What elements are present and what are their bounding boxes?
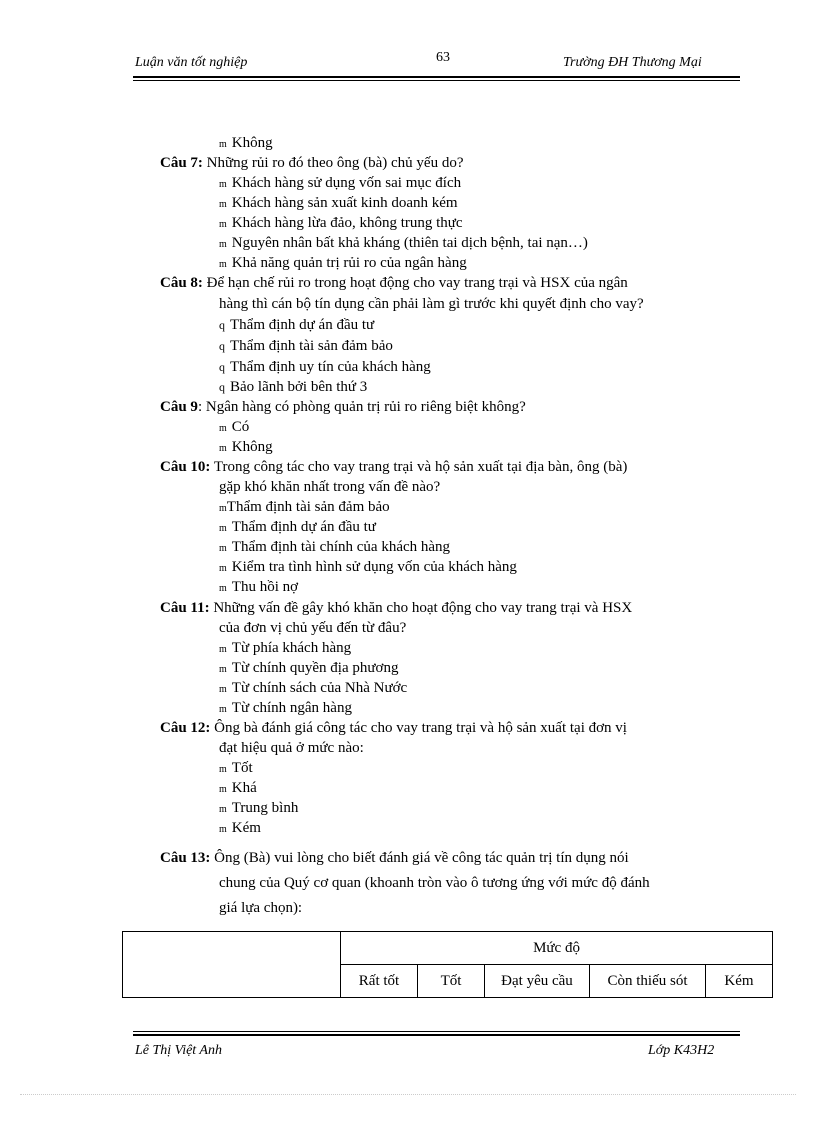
- column-header: Rất tốt: [341, 965, 418, 998]
- option-line: m Khá: [219, 780, 257, 796]
- table-group-header: Mức độ: [341, 932, 773, 965]
- option-line: q Bảo lãnh bởi bên thứ 3: [219, 379, 368, 395]
- question-13-continued: giá lựa chọn):: [219, 900, 303, 916]
- question-13-continued: chung của Quý cơ quan (khoanh tròn vào ô tương ứng với mức độ đánh: [219, 875, 650, 891]
- footer-class: Lớp K43H2: [648, 1043, 715, 1058]
- option-line: m Có: [219, 419, 250, 435]
- option-line: q Thẩm định dự án đầu tư: [219, 317, 375, 333]
- question-10-continued: gặp khó khăn nhất trong vấn đề nào?: [219, 479, 441, 495]
- option-line: m Khách hàng lừa đảo, không trung thực: [219, 215, 463, 231]
- page-number: 63: [436, 50, 450, 65]
- option-line: m Nguyên nhân bất khả kháng (thiên tai dịch bệnh, tai nạn…): [219, 235, 588, 251]
- question-12-continued: đạt hiệu quả ở mức nào:: [219, 740, 364, 756]
- option-line: mThẩm định tài sản đảm bảo: [219, 499, 390, 515]
- option-line: m Khả năng quản trị rủi ro của ngân hàng: [219, 255, 467, 271]
- header-university: Trường ĐH Thương Mại: [563, 55, 702, 70]
- option-line: m Thu hồi nợ: [219, 579, 299, 595]
- option-line: m Không: [219, 135, 273, 151]
- option-line: q Thẩm định uy tín của khách hàng: [219, 359, 431, 375]
- footer-rule-thin: [133, 1031, 740, 1032]
- option-line: m Thẩm định tài chính của khách hàng: [219, 539, 451, 555]
- option-line: m Từ phía khách hàng: [219, 640, 352, 656]
- header-rule-thick: [133, 76, 740, 78]
- option-line: m Từ chính ngân hàng: [219, 700, 352, 716]
- option-line: m Kiểm tra tình hình sử dụng vốn của khách hàng: [219, 559, 517, 575]
- option-line: m Từ chính quyền địa phương: [219, 660, 399, 676]
- question-10: Câu 10: Trong công tác cho vay trang trại và hộ sản xuất tại địa bàn, ông (bà): [160, 459, 628, 475]
- option-line: m Khách hàng sử dụng vốn sai mục đích: [219, 175, 462, 191]
- option-line: m Trung bình: [219, 800, 299, 816]
- question-8-continued: hàng thì cán bộ tín dụng cần phải làm gì trước khi quyết định cho vay?: [219, 296, 644, 312]
- option-line: m Tốt: [219, 760, 253, 776]
- rating-table: [122, 931, 773, 998]
- column-header: Tốt: [418, 965, 485, 998]
- option-line: m Thẩm định dự án đầu tư: [219, 519, 376, 535]
- column-header: Kém: [706, 965, 773, 998]
- page-bottom-divider: [20, 1094, 796, 1095]
- question-11: Câu 11: Những vấn đề gây khó khăn cho hoạt động cho vay trang trại và HSX: [160, 600, 633, 616]
- column-header: Còn thiếu sót: [590, 965, 706, 998]
- column-header: Đạt yêu cầu: [485, 965, 590, 998]
- question-12: Câu 12: Ông bà đánh giá công tác cho vay trang trại và hộ sản xuất tại đơn vị: [160, 720, 627, 736]
- question-8: Câu 8: Để hạn chế rủi ro trong hoạt động cho vay trang trại và HSX của ngân: [160, 275, 628, 291]
- option-line: m Không: [219, 439, 273, 455]
- question-11-continued: của đơn vị chủ yếu đến từ đâu?: [219, 620, 407, 636]
- question-13: Câu 13: Ông (Bà) vui lòng cho biết đánh giá về công tác quản trị tín dụng nói: [160, 850, 629, 866]
- option-line: q Thẩm định tài sản đảm bảo: [219, 338, 393, 354]
- header-thesis-title: Luận văn tốt nghiệp: [135, 55, 248, 70]
- question-7: Câu 7: Những rủi ro đó theo ông (bà) chủ yếu do?: [160, 155, 464, 171]
- footer-author: Lê Thị Việt Anh: [135, 1043, 222, 1058]
- option-line: m Từ chính sách của Nhà Nước: [219, 680, 408, 696]
- blank-header-cell: [123, 932, 341, 998]
- question-9: Câu 9: Ngân hàng có phòng quản trị rủi ro riêng biệt không?: [160, 399, 526, 415]
- header-rule-thin: [133, 80, 740, 81]
- option-line: m Kém: [219, 820, 261, 836]
- footer-rule-thick: [133, 1034, 740, 1036]
- option-line: m Khách hàng sản xuất kinh doanh kém: [219, 195, 458, 211]
